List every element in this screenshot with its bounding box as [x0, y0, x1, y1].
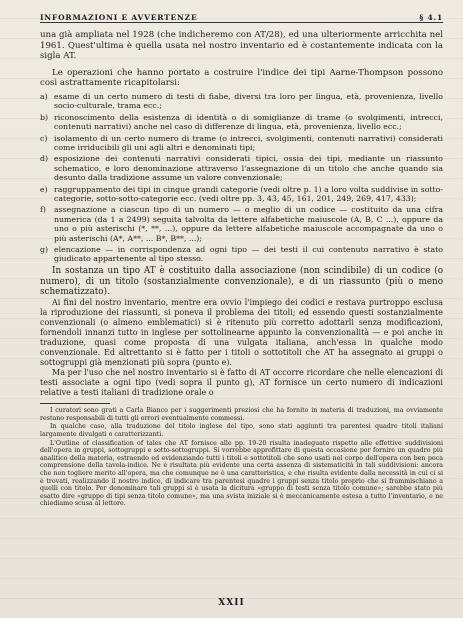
list-item-text: esposizione dei contenuti narrativi considerati tipici, ossia dei tipi, mediante un riassunto schematico, e loro denominazione attraverso l'assegnazione di un titolo che anche quando sia desunto dalla tradizione assume un valore convenzionale; — [54, 154, 443, 183]
list-item-text: elencazione — in corrispondenza ad ogni tipo — dei testi il cui contenuto narrativo è stato giudicato appartenente al tipo stesso. — [54, 245, 443, 264]
list-marker: d) — [40, 154, 49, 164]
list-item — [40, 245, 443, 264]
footnotes — [40, 407, 443, 508]
footnote: In qualche caso, alla traduzione del titolo inglese del tipo, sono stati aggiunti tra parentesi quadre titoli italiani largamente divulgati o caratterizzanti. — [40, 423, 443, 439]
header-title: INFORMAZIONI E AVVERTENZE — [40, 13, 198, 22]
list-item-text: isolamento di un certo numero di trame (o intrecci, svolgimenti, contenuti narrativi) considerati come irriducibili gli uni agli altri e denominati tipi; — [54, 133, 443, 152]
list-item — [40, 134, 443, 153]
list-item-text: esame di un certo numero di testi di fiabe, diversi tra loro per lingua, età, provenienza, livello socio-culturale, trama ecc.; — [54, 91, 443, 111]
list-marker: a) — [40, 91, 48, 101]
body-paragraph-2: Ma per l'uso che nel nostro inventario si è fatto di AT occorre ricordare che nelle elencazioni di testi associate a ogni tipo (vedi sopra il punto g), AT fornisce un certo numero di indicazioni relative a testi italiani di tradizione orale o — [40, 368, 443, 398]
list-item — [40, 113, 443, 132]
list-item-text: riconoscimento della esistenza di identità o di somiglianze di trame (o svolgimenti, intrecci, contenuti narrativi) anche nel caso di differenze di lingua, età, provenienza, livello ecc.; — [54, 112, 443, 132]
footnote: L'Outline of classification of tales che AT fornisce alle pp. 19-20 risulta inadeguato rispetto alle effettive suddivisioni dell'opera in gruppi, sottogruppi e sotto-sottogruppi. Si vorrebbe approfittare di questa occasione per fornire un quadro più analitico della materia, estraendo ed evidenziando tutti i titoli e sottotitoli che sono usati nel corpo dell'opera con ben poca comprensione della tavola-indice. Ne è risultata più evidente una certa assenza di sistematicità in tali suddivisioni: ancora che non togliere merito all'opera, ma che comunque ne è una caratteristica, e che risulta evidente dalla necessità in cui ci si è trovati, realizzando il nostro indice, di indicare tra parentesi quadre i gruppi senza titolo proprio che si frammischiano a quelli con titolo. Per denominare tali gruppi si è usata la dicitura «gruppo di testi senza titolo comune»; sarebbe stato più esatto dire «gruppo di tipi senza titolo comune», ma una svista iniziale si è meccanicamente estesa a tutto l'inventario, e ne chiediamo scusa al lettore. — [40, 439, 443, 508]
footnote-divider — [40, 403, 110, 404]
list-item — [40, 92, 443, 111]
list-item-text: assegnazione a ciascun tipo di un numero — o meglio di un codice — costituito da una cifra numerica (da 1 a 2499) seguita talvolta da lettere alfabetiche maiuscole (A, B, C ...), oppure da uno o più asterischi (*, **, ...), oppure da lettere alfabetiche maiuscole accompagnate da uno o più asterischi (A*, A**, ... B*, B**, ...); — [54, 205, 443, 243]
list-item — [40, 205, 443, 243]
list-marker: e) — [40, 184, 48, 194]
list-item — [40, 154, 443, 182]
intro-paragraph: una già ampliata nel 1928 (che indicheremo con AT/28), ed una ulteriormente arricchita nel 1961. Quest'ultima è quella usata nel nostro inventario ed è costantemente indicata con la sigla AT. — [40, 30, 443, 62]
list-marker: b) — [40, 112, 49, 122]
list-marker: c) — [40, 133, 48, 143]
list-item — [40, 185, 443, 204]
list-marker: f) — [40, 205, 46, 215]
main-text — [40, 30, 443, 509]
page-number: XXII — [218, 598, 245, 608]
operations-intro: Le operazioni che hanno portato a costruire l'indice dei tipi Aarne-Thompson possono così astrattamente ricapitolarsi: — [40, 67, 443, 89]
running-header — [40, 8, 443, 23]
list-marker: g) — [40, 245, 49, 255]
body-paragraph-1: Ai fini del nostro inventario, mentre era ovvio l'impiego dei codici e restava purtroppo esclusa la riproduzione dei riassunti, si poneva il problema dei titoli; ed essendo questi sostanzialmente convenzionali (o almeno emblematici) si è ritenuto più corretto adottarli senza modificazioni, fornendoli innanzi tutto in inglese per sottolinearne appunto la convenzionalità — e poi anche in traduzione, quasi come proposta di una vulgata italiana, anch'essa in qualche modo convenzionale. Ed altrettanto si è fatto per i titoli o sottotitoli che AT ha assegnato ai gruppi o sottogruppi già menzionati più sopra (punto e). — [40, 298, 443, 368]
list-item-text: raggruppamento dei tipi in cinque grandi categorie (vedi oltre p. 1) a loro volta suddivise in sotto-categorie, sotto-sotto-categorie ecc. (vedi oltre pp. 3, 43, 45, 161, 201, 249, 269, 417, 433); — [54, 184, 443, 204]
header-section: § 4.1 — [419, 13, 443, 22]
summary-paragraph: In sostanza un tipo AT è costituito dalla associazione (non scindibile) di un codice (o numero), di un titolo (sostanzialmente convenzionale), e di un riassunto (più o meno schematizzato). — [40, 265, 443, 298]
operations-list — [40, 92, 443, 264]
footnote: I curatori sono grati a Carla Bianco per i suggerimenti preziosi che ha fornito in materia di traduzioni, ma ovviamente restano responsabili di tutti gli errori eventualmente commessi. — [40, 407, 443, 422]
